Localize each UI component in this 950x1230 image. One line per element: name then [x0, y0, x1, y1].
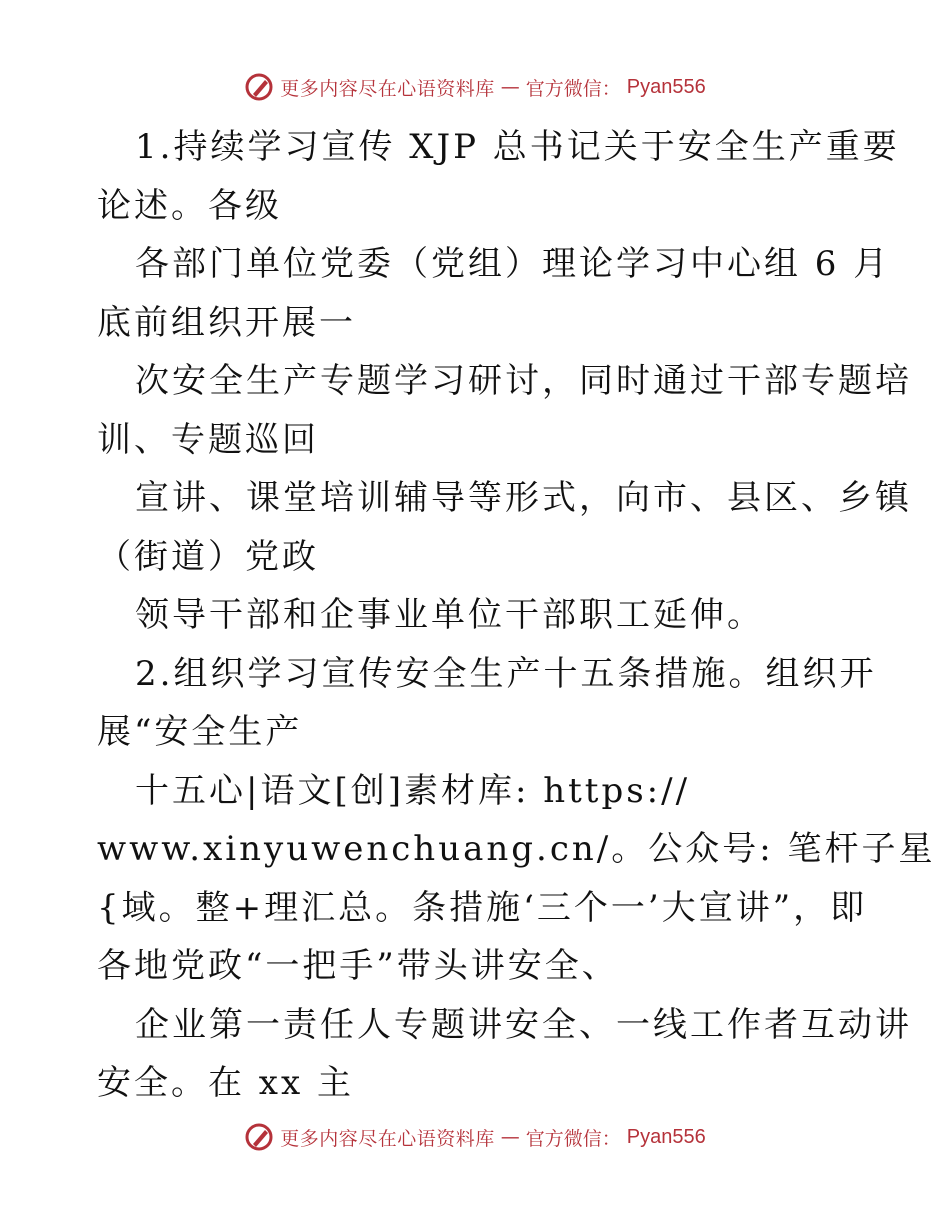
watermark-text: 更多内容尽在心语资料库 — [280, 1127, 495, 1150]
watermark-wechat-id: Pyan556 — [626, 75, 706, 98]
text-line: 安全。在 xx 主 — [97, 1063, 354, 1103]
text-line: 宣讲、课堂培训辅导等形式，向市、县区、乡镇 — [135, 478, 912, 518]
text-line: 领导干部和企事业单位干部职工延伸。 — [135, 595, 764, 635]
text-line: 各地党政“一把手”带头讲安全、 — [97, 946, 619, 986]
text-line: www.xinyuwenchuang.cn/。公众号: 笔杆子星 — [97, 829, 936, 869]
document-body — [97, 118, 936, 1113]
pen-logo-icon — [244, 72, 274, 102]
watermark-wechat-label: 官方微信： — [525, 1127, 621, 1150]
text-line: 企业第一责任人专题讲安全、一线工作者互动讲 — [135, 1004, 912, 1045]
text-line: 训、专题巡回 — [97, 419, 319, 460]
text-line: 1.持续学习宣传 XJP 总书记关于安全生产重要 — [135, 127, 900, 167]
watermark-text: 更多内容尽在心语资料库 — [280, 77, 495, 100]
text-line: 各部门单位党委（党组）理论学习中心组 6 月 — [135, 244, 891, 284]
text-line: 论述。各级 — [97, 185, 282, 226]
text-line: 次安全生产专题学习研讨，同时通过干部专题培 — [135, 361, 912, 401]
pen-logo-icon — [244, 1122, 274, 1152]
header-watermark — [0, 72, 950, 102]
text-line: {域。整+理汇总。条措施‘三个一’大宣讲”，即 — [97, 887, 868, 928]
text-line: 底前组织开展一 — [97, 302, 356, 343]
text-line: 展“安全生产 — [97, 712, 303, 752]
watermark-wechat-id: Pyan556 — [626, 1125, 706, 1148]
watermark-separator: — — [500, 1126, 520, 1148]
text-line: 十五心|语文[创]素材库: https:// — [135, 770, 691, 811]
text-line: （街道）党政 — [97, 536, 319, 577]
footer-watermark — [0, 1122, 950, 1152]
watermark-separator: — — [500, 76, 520, 98]
text-line: 2.组织学习宣传安全生产十五条措施。组织开 — [135, 653, 877, 694]
watermark-wechat-label: 官方微信： — [525, 77, 621, 100]
